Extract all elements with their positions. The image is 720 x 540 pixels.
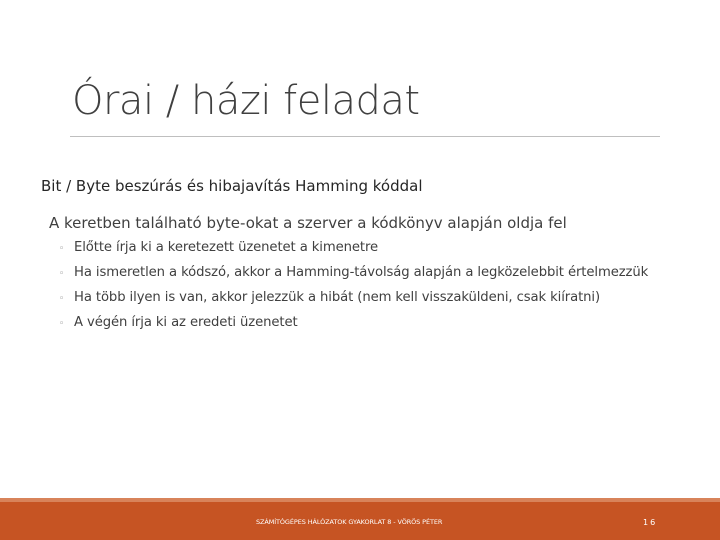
bullet-text: Ha ismeretlen a kódszó, akkor a Hamming-távolság alapján a legközelebbit értelmezzük <box>74 265 649 280</box>
footer-bar <box>0 498 720 540</box>
bullet-icon: ◦ <box>59 294 65 304</box>
list-item <box>59 238 648 263</box>
page-number: 16 <box>643 518 658 527</box>
bullet-icon: ◦ <box>59 319 65 329</box>
list-item <box>59 288 648 313</box>
bullet-text: A végén írja ki az eredeti üzenetet <box>74 315 298 330</box>
footer-accent-strip <box>0 498 720 502</box>
list-item <box>59 263 648 288</box>
list-item <box>59 313 648 338</box>
bullet-text: Ha több ilyen is van, akkor jelezzük a hibát (nem kell visszaküldeni, csak kiíratni) <box>74 290 601 305</box>
title-divider <box>70 136 660 137</box>
bullet-icon: ◦ <box>59 269 65 279</box>
slide-heading: Bit / Byte beszúrás és hibajavítás Hamming kóddal <box>41 177 423 195</box>
intro-text: A keretben található byte-okat a szerver a kódkönyv alapján oldja fel <box>49 214 567 232</box>
bullet-list <box>59 238 648 338</box>
slide-title: Órai / házi feladat <box>72 78 420 124</box>
bullet-icon: ◦ <box>59 244 65 254</box>
bullet-text: Előtte írja ki a keretezett üzenetet a kimenetre <box>74 240 379 255</box>
footer-text: SZÁMÍTÓGÉPES HÁLÓZATOK GYAKORLAT 8 - VÖRÖS PÉTER <box>256 518 443 526</box>
